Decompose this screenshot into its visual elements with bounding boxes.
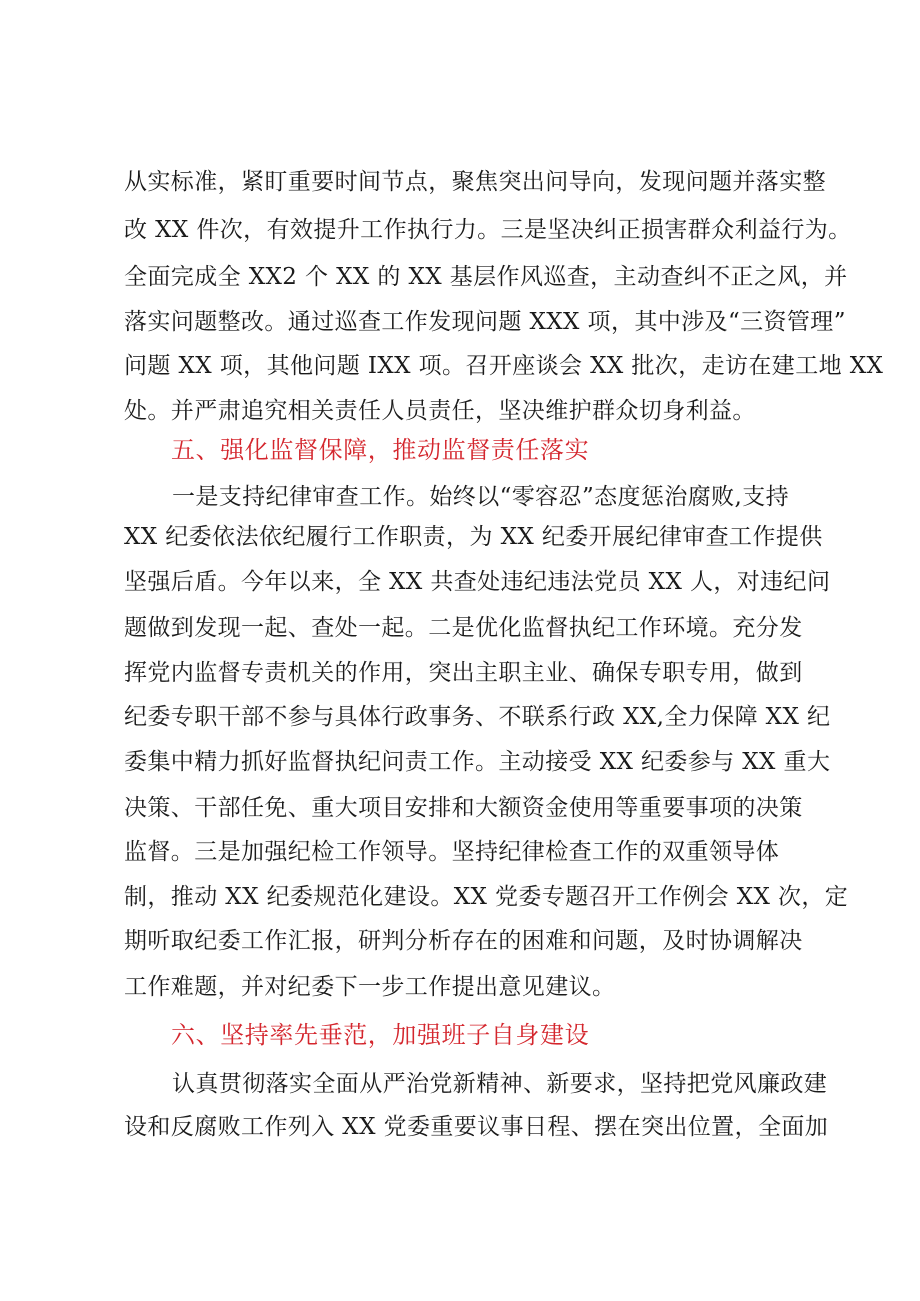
body-text-line: 工作难题，并对纪委下一步工作提出意见建议。	[124, 974, 616, 1000]
body-text-line: 认真贯彻落实全面从严治党新精神、新要求，坚持把党风廉政建	[172, 1071, 828, 1097]
body-text-line: 监督。三是加强纪检工作领导。坚持纪律检查工作的双重领导体	[124, 839, 780, 865]
body-text-line: 处。并严肃追究相关责任人员责任，坚决维护群众切身利益。	[124, 398, 756, 424]
section-heading: 五、强化监督保障，推动监督责任落实	[171, 436, 590, 464]
body-text-line: 一是支持纪律审查工作。始终以“零容忍”态度惩治腐败,支持	[172, 484, 790, 510]
body-text-line: 期听取纪委工作汇报，研判分析存在的困难和问题，及时协调解决	[124, 928, 803, 954]
body-text-line: XX 纪委依法依纪履行工作职责，为 XX 纪委开展纪律审查工作提供	[124, 524, 823, 550]
body-text-line: 落实问题整改。通过巡查工作发现问题 XXX 项，其中涉及“三资管理”	[124, 309, 846, 335]
body-text-line: 坚强后盾。今年以来，全 XX 共查处违纪违法党员 XX 人，对违纪问	[124, 569, 831, 595]
body-text-line: 全面完成全 XX2 个 XX 的 XX 基层作风巡查，主动查纠不正之风，并	[124, 264, 848, 290]
body-text-line: 挥党内监督专责机关的作用，突出主职主业、确保专职专用，做到	[124, 660, 803, 686]
body-text-line: 设和反腐败工作列入 XX 党委重要议事日程、摆在突出位置，全面加	[124, 1114, 829, 1140]
body-text-line: 决策、干部任免、重大项目安排和大额资金使用等重要事项的决策	[124, 795, 803, 821]
body-text-line: 从实标准，紧盯重要时间节点，聚焦突出问导向，发现问题并落实整	[124, 169, 826, 195]
body-text-line: 制，推动 XX 纪委规范化建设。XX 党委专题召开工作例会 XX 次，定	[124, 884, 849, 910]
body-text-line: 纪委专职干部不参与具体行政事务、不联系行政 XX,全力保障 XX 纪	[124, 704, 831, 730]
body-text-line: 问题 XX 项，其他问题 IXX 项。召开座谈会 XX 批次，走访在建工地 XX	[124, 353, 884, 379]
body-text-line: 改 XX 件次，有效提升工作执行力。三是坚决纠正损害群众利益行为。	[124, 217, 852, 243]
section-heading: 六、坚持率先垂范，加强班子自身建设	[171, 1021, 590, 1049]
body-text-line: 委集中精力抓好监督执纪问责工作。主动接受 XX 纪委参与 XX 重大	[124, 749, 831, 775]
body-text-line: 题做到发现一起、查处一起。二是优化监督执纪工作环境。充分发	[124, 615, 803, 641]
